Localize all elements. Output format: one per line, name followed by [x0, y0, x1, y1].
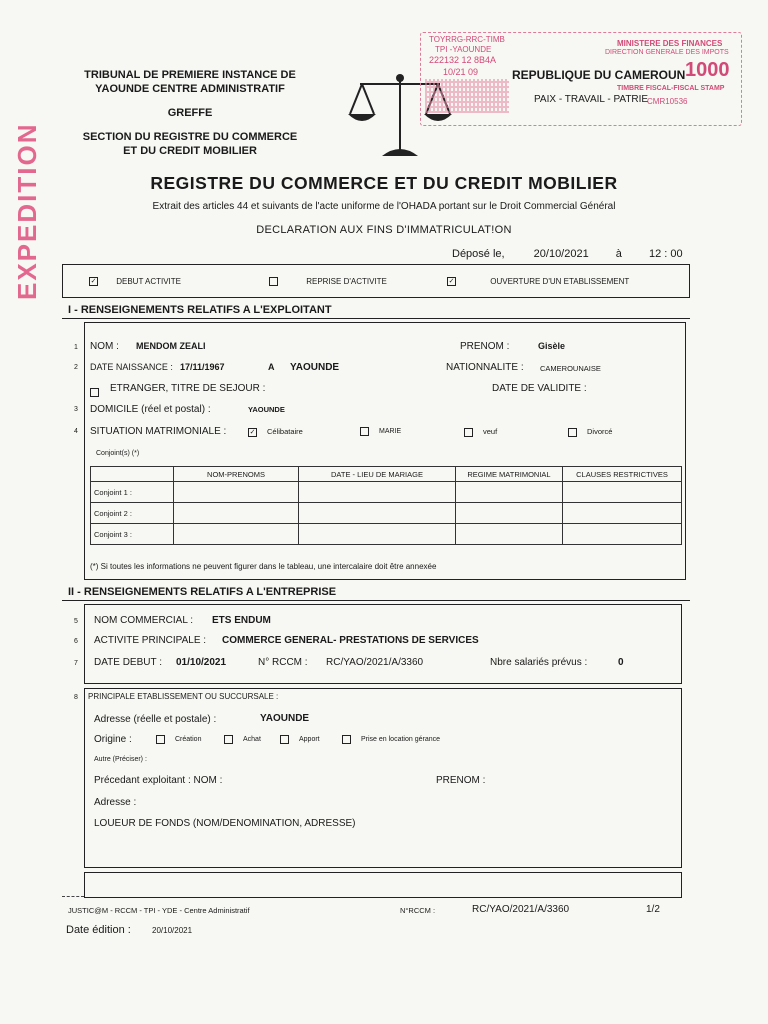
date-debut-value: 01/10/2021: [176, 657, 227, 668]
table-cell[interactable]: [174, 482, 299, 503]
footer-rccm-value: RC/YAO/2021/A/3360: [472, 904, 570, 915]
stamp-fiscal: TIMBRE FISCAL-FISCAL STAMP: [617, 85, 725, 92]
table-cell[interactable]: [456, 503, 563, 524]
dashed-rule: [62, 896, 84, 897]
section-line2: ET DU CREDIT MOBILIER: [123, 145, 257, 157]
naissance-lieu: YAOUNDE: [290, 362, 340, 373]
table-cell[interactable]: [456, 482, 563, 503]
autre-label: Autre (Préciser) :: [94, 756, 147, 763]
situation-marie[interactable]: [360, 427, 401, 436]
checkbox-icon: [342, 735, 351, 744]
nom-commercial-label: NOM COMMERCIAL :: [94, 615, 194, 626]
stamp-amount: 1000: [685, 59, 730, 81]
salaries-value: 0: [618, 657, 624, 668]
table-header: NOM-PRENOMS: [174, 467, 299, 482]
declaration-title: DECLARATION AUX FINS D'IMMATRICULAT!ON: [256, 224, 512, 236]
origine-label: Origine :: [94, 734, 132, 745]
loueur-label: LOUEUR DE FONDS (NOM/DENOMINATION, ADRESSE): [94, 818, 356, 829]
situation-celibataire[interactable]: [248, 427, 303, 437]
domicile-value: YAOUNDE: [248, 405, 285, 414]
naissance-label: DATE NAISSANCE :: [90, 362, 173, 372]
line-number: 4: [74, 428, 78, 435]
option-label: Prise en location gérance: [361, 736, 440, 744]
footer-page: 1/2: [646, 904, 660, 915]
option-reprise-activite[interactable]: [269, 277, 387, 286]
option-debut-activite[interactable]: [89, 277, 181, 286]
domicile-label: DOMICILE (réel et postal) :: [90, 404, 211, 415]
option-label: REPRISE D'ACTIVITE: [306, 277, 387, 286]
precedent-label: Précedant exploitant : NOM :: [94, 775, 223, 786]
table-header: [91, 467, 174, 482]
nationalite-value: CAMEROUNAISE: [540, 364, 601, 373]
nom-label: NOM :: [90, 341, 119, 352]
checkbox-icon: [280, 735, 289, 744]
document-subtitle: Extrait des articles 44 et suivants de l'acte uniforme de l'OHADA portant sur le Droit Commercial Général: [152, 201, 616, 212]
date-debut-label: DATE DEBUT :: [94, 657, 162, 668]
checkbox-checked-icon: ✓: [90, 278, 97, 286]
line-number: 7: [74, 660, 78, 667]
table-header: CLAUSES RESTRICTIVES: [563, 467, 682, 482]
deposit-line: [452, 248, 683, 260]
origine-creation[interactable]: [156, 735, 201, 744]
deposit-date: 20/10/2021: [533, 248, 589, 260]
checkbox-icon: [224, 735, 233, 744]
table-cell[interactable]: [563, 503, 682, 524]
stamp-code: CMR10536: [647, 97, 688, 106]
checkbox-icon: [156, 735, 165, 744]
activity-options-box: [62, 264, 690, 298]
table-header: REGIME MATRIMONIAL: [456, 467, 563, 482]
line-number: 5: [74, 618, 78, 625]
option-label: MARIE: [379, 428, 402, 436]
checkbox-checked-icon: ✓: [249, 428, 256, 436]
empty-field-box[interactable]: [84, 872, 682, 898]
motto: PAIX - TRAVAIL - PATRIE: [534, 94, 649, 105]
section1-rule: [62, 318, 690, 319]
salaries-label: Nbre salariés prévus :: [490, 657, 588, 668]
adresse2-label: Adresse :: [94, 797, 137, 808]
table-cell[interactable]: [563, 482, 682, 503]
activite-label: ACTIVITE PRINCIPALE :: [94, 635, 207, 646]
table-cell[interactable]: [299, 482, 456, 503]
adresse-label: Adresse (réelle et postale) :: [94, 714, 217, 725]
table-cell: Conjoint 1 :: [91, 482, 174, 503]
footer-rccm-label: N°RCCM :: [400, 906, 436, 915]
line-number: 8: [74, 694, 78, 701]
court-line1: TRIBUNAL DE PREMIERE INSTANCE DE: [84, 69, 296, 81]
rccm-label: N° RCCM :: [258, 657, 308, 668]
option-label: Divorcé: [587, 427, 613, 436]
line-number: 3: [74, 406, 78, 413]
prenom-label: PRENOM :: [460, 341, 510, 352]
conjoints-table: [90, 466, 682, 545]
situation-label: SITUATION MATRIMONIALE :: [90, 426, 227, 437]
section2-title: II - RENSEIGNEMENTS RELATIFS A L'ENTREPRISE: [68, 586, 337, 598]
table-cell[interactable]: [456, 524, 563, 545]
validite-label: DATE DE VALIDITE :: [492, 383, 587, 394]
table-cell: Conjoint 3 :: [91, 524, 174, 545]
section-line1: SECTION DU REGISTRE DU COMMERCE: [82, 131, 298, 143]
conjoints-label: Conjoint(s) (*): [96, 450, 140, 457]
section1-title: I - RENSEIGNEMENTS RELATIFS A L'EXPLOITANT: [68, 304, 332, 316]
court-header: [60, 68, 320, 158]
stamp-line1: TOYRRG-RRC-TIMB: [429, 35, 505, 44]
option-label: Célibataire: [267, 427, 303, 436]
footnote: (*) Si toutes les informations ne peuvent figurer dans le tableau, une intercalaire doit être annexée: [90, 562, 437, 571]
table-row: [91, 503, 682, 524]
option-ouverture-etablissement[interactable]: [447, 277, 629, 286]
option-label: OUVERTURE D'UN ETABLISSEMENT: [490, 277, 630, 286]
section2-rule: [62, 600, 690, 601]
edition-date: 20/10/2021: [152, 926, 193, 935]
option-label: veuf: [483, 427, 498, 436]
republic: REPUBLIQUE DU CAMEROUN: [512, 68, 686, 82]
table-cell[interactable]: [174, 524, 299, 545]
activite-value: COMMERCE GENERAL- PRESTATIONS DE SERVICES: [222, 635, 479, 646]
option-label: Apport: [299, 736, 320, 744]
court-line2: YAOUNDE CENTRE ADMINISTRATIF: [95, 83, 285, 95]
table-row: [91, 482, 682, 503]
stamp-line4: 10/21 09: [443, 67, 479, 77]
naissance-a: A: [268, 362, 275, 372]
table-header-row: [91, 467, 682, 482]
stamp-line3: 222132 12 8B4A: [429, 55, 497, 65]
checkbox-icon: [464, 428, 473, 437]
option-label: Achat: [243, 736, 261, 744]
checkbox-icon: [360, 427, 369, 436]
document-title: REGISTRE DU COMMERCE ET DU CREDIT MOBILIER: [150, 173, 618, 193]
stamp-line2: TPI -YAOUNDE: [435, 45, 492, 54]
prenom-value: Gisèle: [538, 341, 566, 351]
naissance-value: 17/11/1967: [180, 362, 225, 372]
origine-achat[interactable]: [224, 735, 261, 744]
table-header: DATE - LIEU DE MARIAGE: [299, 467, 456, 482]
option-label: Création: [175, 736, 202, 744]
line-number: 1: [74, 344, 78, 351]
rccm-value: RC/YAO/2021/A/3360: [326, 657, 424, 668]
table-cell[interactable]: [299, 524, 456, 545]
origine-apport[interactable]: [280, 735, 320, 744]
edition-label: Date édition :: [66, 924, 131, 936]
greffe: GREFFE: [167, 107, 213, 119]
stamp-barcode: [425, 79, 509, 113]
checkbox-icon: [568, 428, 577, 437]
principale-label: PRINCIPALE ETABLISSEMENT OU SUCCURSALE :: [88, 692, 279, 701]
etranger-label: ETRANGER, TITRE DE SEJOUR :: [110, 383, 266, 394]
nationalite-label: NATIONNALITE :: [446, 362, 524, 373]
table-cell: Conjoint 2 :: [91, 503, 174, 524]
precedent-prenom-label: PRENOM :: [436, 775, 486, 786]
stamp-ministry: MINISTERE DES FINANCES: [617, 39, 723, 48]
origine-location-gerance[interactable]: [342, 735, 440, 744]
adresse-value: YAOUNDE: [260, 713, 310, 724]
table-cell[interactable]: [563, 524, 682, 545]
line-number: 2: [74, 364, 78, 371]
deposit-label: Déposé le,: [452, 248, 505, 260]
checkbox-checked-icon: ✓: [448, 278, 455, 286]
footer-left: JUSTIC@M - RCCM - TPI - YDE - Centre Administratif: [68, 906, 250, 915]
checkbox-icon: [90, 388, 99, 397]
stamp-direction: DIRECTION GENERALE DES IMPOTS: [605, 49, 729, 56]
checkbox-icon: [269, 277, 278, 286]
line-number: 6: [74, 638, 78, 645]
nom-commercial-value: ETS ENDUM: [212, 615, 271, 626]
table-row: [91, 524, 682, 545]
deposit-at: à: [615, 248, 622, 260]
expedition-stamp: EXPEDITION: [12, 122, 42, 300]
etranger-checkbox[interactable]: [90, 384, 103, 402]
situation-divorce[interactable]: [568, 427, 612, 437]
table-cell[interactable]: [174, 503, 299, 524]
deposit-time: 12 : 00: [648, 248, 683, 260]
situation-veuf[interactable]: [464, 427, 497, 437]
option-label: DEBUT ACTIVITE: [116, 277, 181, 286]
nom-value: MENDOM ZEALI: [136, 341, 206, 351]
table-cell[interactable]: [299, 503, 456, 524]
